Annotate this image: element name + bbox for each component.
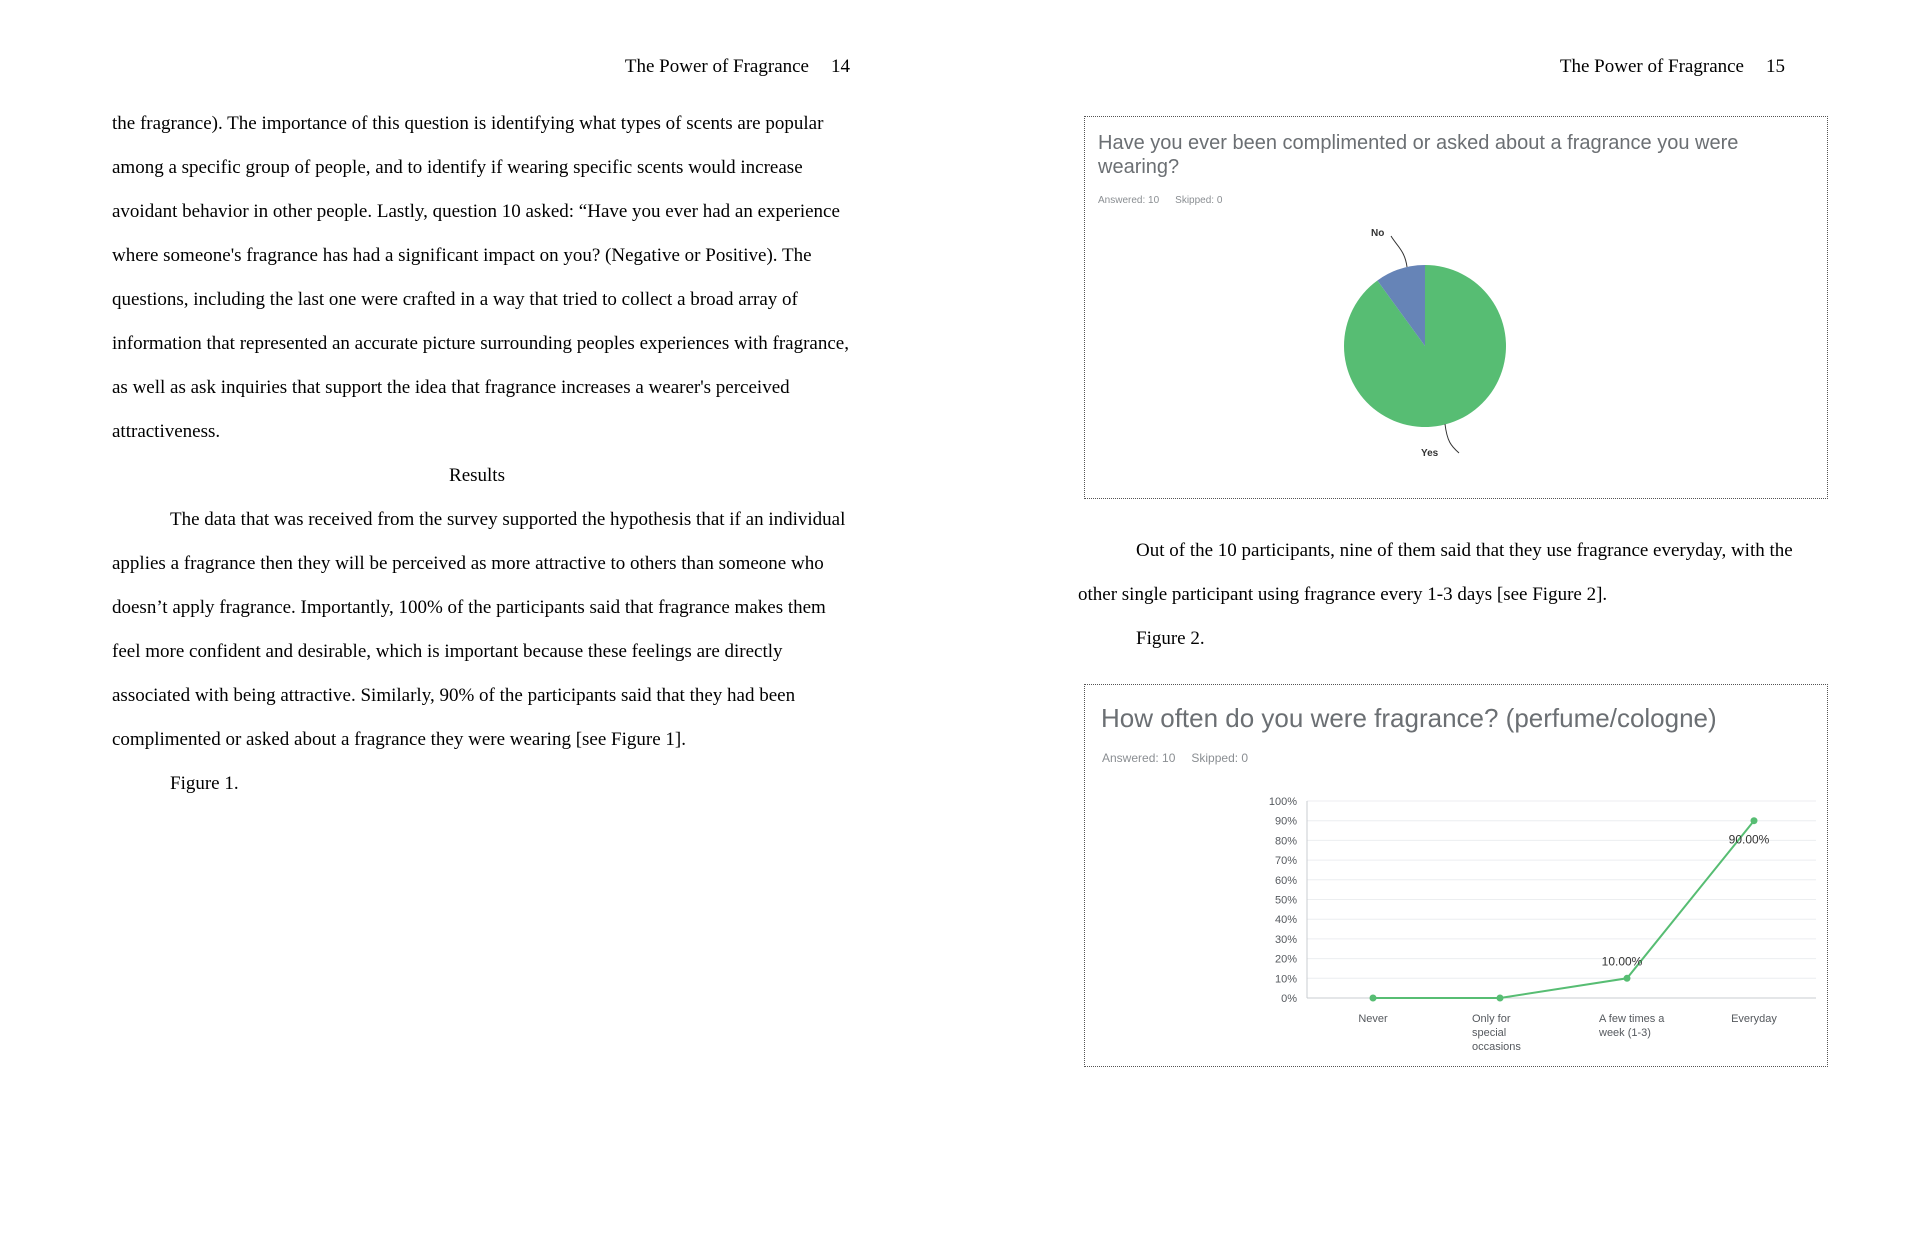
- pie-label-no: No: [1371, 228, 1385, 239]
- y-tick-label: 80%: [1274, 835, 1297, 848]
- text-line: complimented or asked about a fragrance they were wearing [see Figure 1].: [112, 729, 686, 750]
- text-line: other single participant using fragrance every 1-3 days [see Figure 2].: [1078, 584, 1608, 605]
- data-label: 90.00%: [1728, 832, 1770, 847]
- figure-1-pie-chart: [1084, 116, 1828, 499]
- leader-line-yes: [1445, 424, 1459, 453]
- x-tick-label: A few times a: [1599, 1013, 1665, 1025]
- y-tick-label: 20%: [1274, 953, 1297, 966]
- data-point: [1751, 817, 1758, 824]
- pie-chart-canvas: [1085, 117, 1827, 498]
- text-line: the fragrance). The importance of this question is identifying what types of scents are popular: [112, 113, 824, 134]
- text-line: information that represented an accurate picture surrounding peoples experiences with fragrance,: [112, 333, 849, 354]
- x-tick-label: week (1-3): [1599, 1027, 1651, 1039]
- x-tick-label: Only for: [1472, 1013, 1511, 1025]
- y-tick-label: 40%: [1274, 914, 1297, 927]
- chart-title: Have you ever been complimented or asked about a fragrance you were wearing?: [1098, 132, 1739, 178]
- answered-count: Answered: 10: [1098, 195, 1160, 206]
- y-tick-label: 70%: [1274, 855, 1297, 868]
- data-point: [1624, 975, 1631, 982]
- data-point: [1497, 995, 1504, 1002]
- text-line: as well as ask inquiries that support the idea that fragrance increases a wearer's perceived: [112, 377, 790, 398]
- data-label: 10.00%: [1601, 954, 1643, 969]
- text-line: Out of the 10 participants, nine of them said that they use fragrance everyday, with the: [1136, 540, 1793, 561]
- text-line: questions, including the last one were crafted in a way that tried to collect a broad array of: [112, 289, 798, 310]
- text-line: The data that was received from the survey supported the hypothesis that if an individual: [170, 509, 846, 530]
- right-page: [960, 0, 1920, 1242]
- answered-count: Answered: 10: [1102, 751, 1176, 765]
- data-point: [1370, 995, 1377, 1002]
- y-tick-label: 100%: [1268, 796, 1297, 808]
- y-tick-label: 10%: [1274, 973, 1297, 986]
- text-line: avoidant behavior in other people. Lastly, question 10 asked: “Have you ever had an experience: [112, 201, 840, 222]
- x-tick-label: Everyday: [1731, 1013, 1777, 1025]
- section-heading: Results: [449, 465, 505, 486]
- figure-2-line-chart: [1084, 684, 1828, 1067]
- text-line: doesn’t apply fragrance. Importantly, 100% of the participants said that fragrance makes them: [112, 597, 826, 618]
- text-line: among a specific group of people, and to identify if wearing specific scents would increase: [112, 157, 803, 178]
- skipped-count: Skipped: 0: [1175, 195, 1223, 206]
- figure-caption: Figure 1.: [170, 773, 239, 794]
- pie-label-yes: Yes: [1421, 448, 1439, 459]
- figure-caption: Figure 2.: [1136, 628, 1205, 649]
- y-tick-label: 30%: [1274, 933, 1297, 946]
- series-line: [1373, 821, 1754, 998]
- body-text: [1078, 536, 1803, 668]
- header-title: The Power of Fragrance: [624, 56, 809, 77]
- skipped-count: Skipped: 0: [1191, 751, 1249, 765]
- x-tick-label: Never: [1358, 1013, 1388, 1025]
- y-tick-label: 60%: [1274, 874, 1297, 887]
- text-line: attractiveness.: [112, 421, 221, 442]
- chart-title: How often do you were fragrance? (perfume/cologne): [1101, 703, 1717, 733]
- running-header: [1560, 56, 1785, 78]
- header-title: The Power of Fragrance: [1559, 56, 1744, 77]
- text-line: associated with being attractive. Similarly, 90% of the participants said that they had been: [112, 685, 796, 706]
- page-number: 15: [1766, 56, 1785, 77]
- line-chart-canvas: [1085, 685, 1827, 1066]
- y-tick-label: 90%: [1274, 815, 1297, 828]
- x-tick-label: occasions: [1472, 1041, 1521, 1053]
- y-tick-label: 50%: [1274, 894, 1297, 907]
- running-header: [625, 56, 850, 78]
- body-text: [112, 109, 862, 813]
- leader-line-no: [1391, 236, 1407, 267]
- text-line: feel more confident and desirable, which is important because these feelings are directly: [112, 641, 783, 662]
- text-line: where someone's fragrance has had a significant impact on you? (Negative or Positive). The: [112, 245, 812, 266]
- text-line: applies a fragrance then they will be perceived as more attractive to others than someone who: [112, 553, 824, 574]
- x-tick-label: special: [1472, 1027, 1507, 1039]
- page-number: 14: [831, 56, 850, 77]
- y-tick-label: 0%: [1281, 993, 1297, 1005]
